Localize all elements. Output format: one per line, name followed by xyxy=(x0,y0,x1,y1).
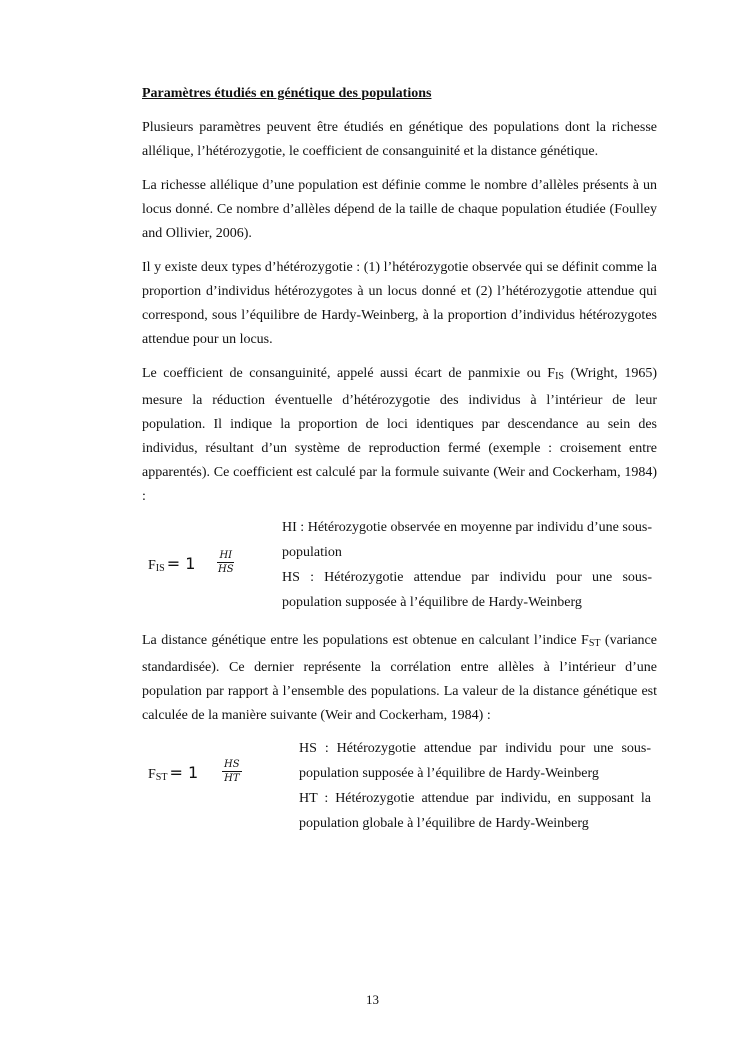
formula-fst-definitions xyxy=(299,736,651,836)
formula-fst-equals: = 1 xyxy=(169,763,199,782)
formula-fis-equals: = 1 xyxy=(166,554,196,573)
paragraph-inbreeding-coefficient xyxy=(142,362,657,509)
formula-fst-numerator: HS xyxy=(224,759,240,770)
formula-fis-numerator: HI xyxy=(219,550,233,561)
formula-fis-symbol: F xyxy=(148,558,156,573)
p5-text-after: (variance standardisée). Ce dernier représente la corrélation entre allèles à l’intérieur d’une population par rapport à l’ensemble des populations. La valeur de la distance génétique est calculée de la manière suivante (Weir and Cockerham, 1984) : xyxy=(142,633,657,723)
formula-fst-denominator: HT xyxy=(224,773,240,784)
p4-text-before: Le coefficient de consanguinité, appelé aussi écart de panmixie ou F xyxy=(142,366,556,381)
paragraph-genetic-distance xyxy=(142,629,657,728)
formula-fis-fraction xyxy=(216,549,236,576)
paragraph-intro: Plusieurs paramètres peuvent être étudiés en génétique des populations dont la richesse allélique, l’hétérozygotie, le coefficient de consanguinité et la distance génétique. xyxy=(142,120,657,159)
formula-fis-block xyxy=(142,515,657,623)
p5-text-before: La distance génétique entre les populations est obtenue en calculant l’indice F xyxy=(142,633,589,648)
formula-fis-lhs xyxy=(148,551,195,582)
formula-fis-def-hi: HI : Hétérozygotie observée en moyenne par individu d’une sous-population xyxy=(282,520,652,560)
formula-fis-def-hs: HS : Hétérozygotie attendue par individu pour une sous-population supposée à l’équilibre de Hardy-Weinberg xyxy=(282,570,652,610)
formula-fis-subscript: IS xyxy=(155,563,165,574)
formula-fst-def-ht: HT : Hétérozygotie attendue par individu, en supposant la population globale à l’équilibre de Hardy-Weinberg xyxy=(299,791,651,831)
p5-subscript: ST xyxy=(588,638,601,649)
document-page xyxy=(142,82,657,840)
formula-fis-denominator: HS xyxy=(218,564,234,575)
p4-text-after: (Wright, 1965) mesure la réduction éventuelle d’hétérozygotie des individus à l’intérieur de leur population. Il indique la proportion de loci identiques par descendance au sein des individus, résultant d’un système de reproduction fermé (exemple : croisement entre apparentés). Ce coefficient est calculé par la formule suivante (Weir and Cockerham, 1984) : xyxy=(142,366,658,504)
formula-fst-block xyxy=(142,736,657,840)
formula-fst-symbol: F xyxy=(148,767,156,782)
formula-fst-fraction xyxy=(222,758,242,785)
paragraph-heterozygosity: Il y existe deux types d’hétérozygotie : (1) l’hétérozygotie observée qui se définit comme la proportion d’individus hétérozygotes à un locus donné et (2) l’hétérozygotie attendue qui correspond, sous l’équilibre de Hardy-Weinberg, à la proportion d’individus hétérozygotes attendue pour un locus. xyxy=(142,260,657,347)
formula-fst-subscript: ST xyxy=(155,772,168,783)
formula-fis-definitions xyxy=(282,515,652,615)
formula-fst-lhs xyxy=(148,760,198,791)
page-number: 13 xyxy=(366,992,379,1007)
section-heading: Paramètres étudiés en génétique des populations xyxy=(142,86,432,101)
formula-fst-def-hs: HS : Hétérozygotie attendue par individu pour une sous-population supposée à l’équilibre de Hardy-Weinberg xyxy=(299,741,651,781)
paragraph-allelic-richness: La richesse allélique d’une population est définie comme le nombre d’allèles présents à un locus donné. Ce nombre d’allèles dépend de la taille de chaque population étudiée (Foulley and Ollivier, 2006). xyxy=(142,178,657,241)
p4-subscript: IS xyxy=(555,371,564,382)
